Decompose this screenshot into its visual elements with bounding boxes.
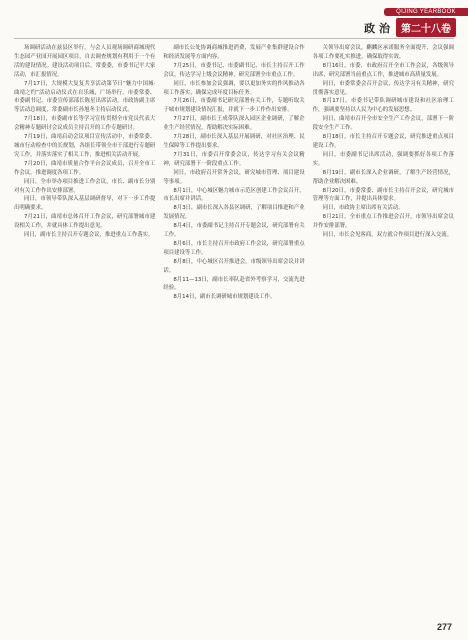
paragraph: 8月6日，市长主持召开市政府工作会议，研究部署重点项目建设等工作。 xyxy=(163,240,305,256)
column-right xyxy=(313,44,454,614)
paragraph: 8月18日，市长主持召开专题会议，研究推进重点项目建设工作。 xyxy=(312,134,454,149)
paragraph: 7月26日，市委副书记研究部署有关工作，专题听取关于城市规划建设情况汇报，并就下一步工作作出安排。 xyxy=(163,98,305,114)
paragraph: 副市长公处协调商城推进消费，发展产业集群建设合作和经济发展等方面内容。 xyxy=(163,45,305,60)
paragraph: 8月3日，副市长深入各县区调研，了解项目推进和产业发展情况。 xyxy=(163,205,305,221)
section-title: 政 治 xyxy=(364,21,390,35)
paragraph: 同日，市领导带队深入基层调研督导，对下一步工作提出明确要求。 xyxy=(14,196,156,212)
paragraph: 8月8日，中心城区召开推进会，市级领导出席会议并讲话。 xyxy=(163,258,305,274)
paragraph: 8月16日，市委、市政府召开全市工作会议，各级领导出席，研究部署当前重点工作，推进城市高质量发展。 xyxy=(312,62,454,78)
paragraph: 8月11—13日，副市长率队赴省外考察学习，交流先进经验。 xyxy=(163,276,305,292)
paragraph: 关领导出席会议，麒麟区承诺服务全面提升，会议强调各项工作要扎实推进，确保取得实效。 xyxy=(312,45,454,60)
paragraph: 同日，市长会见客商，双方就合作项目进行深入交流。 xyxy=(322,232,453,239)
paragraph: 7月25日，市委书记、市委副书记、市长主持召开工作会议，传达学习上级会议精神，研究部署全市重点工作。 xyxy=(163,62,305,78)
paragraph: 同日，全市举办项目推进工作会议，市长、副市长分别对有关工作作出安排部署。 xyxy=(14,178,156,194)
paragraph: 8月20日，市委常委、副市长主持召开会议，研究城市管理等方面工作，并提出具体要求。 xyxy=(312,187,454,203)
paragraph: 7月19日，曲靖启动会议项目宣传活动中，市委常委、城市行动检查中的长规划，各组长带领全市干部进行专题研究工作，并落实落实了相关工作，推进相关活动开展。 xyxy=(14,134,156,158)
paragraph: 7月18日，市委副市长等学习宣传贯彻全市党员代表大会精神专题研讨会议成员主持召开的工作专题研讨。 xyxy=(14,116,156,132)
page-number: 277 xyxy=(436,622,452,632)
paragraph: 同日，副市长主持召开专题会议，推进重点工作落实。 xyxy=(24,232,154,239)
paragraph: 同日，市委常委会召开会议，传达学习有关精神，研究贯彻落实意见。 xyxy=(312,80,454,96)
chapter-label: 第二十八卷 xyxy=(396,18,456,37)
paragraph: 8月4日，市委副书记主持召开专题会议，研究部署有关工作。 xyxy=(163,223,305,239)
paragraph: 8月19日，副市长深入企业调研，了解生产经营情况，帮助企业解决困难。 xyxy=(312,169,454,185)
header-divider xyxy=(14,38,454,39)
paragraph: 7月31日，市委召开常委会议，传达学习有关会议精神，研究部署下一阶段重点工作。 xyxy=(163,151,305,167)
paragraph: 同日，市政府召开常务会议，研究城市管理、项目建设等事项。 xyxy=(163,169,305,185)
paragraph: 同日，市委副书记出席活动，强调要抓好各项工作落实。 xyxy=(312,151,454,167)
paragraph: 7月17日，大规模大复复共享活动第节日“魅力中国城·曲靖之约”活动启动仪式在自乐城，广场举行。市委常委、市委副书记、市委宣传部部长陈星出席活动。市政协副主席等活动总调度，常委副市长孙旭冬主持启动仪式。 xyxy=(14,80,156,114)
paragraph: 7月21日，曲靖市总体召开工作会议，研究部署城市建设相关工作，并就具体工作提出意见。 xyxy=(14,214,156,230)
yearbook-tab-label: QIJING YEARBOOK xyxy=(396,9,456,15)
paragraph: 8月17日，市委书记带队调研城市建设和社区治理工作，强调要坚持以人民为中心的发展思想。 xyxy=(312,98,454,114)
paragraph: 同日，市长参加会议强调，要以更加务实的作风推动各项工作落实，确保完成年度目标任务。 xyxy=(163,80,305,96)
paragraph: 场调研活动在兹县区举行。与会人员观场调研商城现代生态园产业园开展园区项目，自去调查规划有利用于一个有活的建设情况。建设活动项目后，常委委，市委书记平大家活动，市汇报情况。 xyxy=(14,45,156,78)
column-middle xyxy=(163,44,304,614)
paragraph: 8月21日，全市重点工作推进会召开，市领导出席会议并作安排部署。 xyxy=(312,214,454,230)
paragraph: 8月14日，副市长调研城市规划建设工作。 xyxy=(173,294,276,301)
text-columns xyxy=(14,44,454,614)
paragraph: 同日，市政协主席出席有关活动。 xyxy=(322,205,404,212)
paragraph: 7月27日，副市长王成带队深入园区企业调研，了解企业生产经营情况，帮助解决实际困难。 xyxy=(163,116,305,132)
yearbook-tab xyxy=(384,8,468,16)
paragraph: 同日，曲靖市召开全市安全生产工作会议，部署下一阶段安全生产工作。 xyxy=(312,116,454,132)
paragraph: 8月1日，中心城区魅力城市示范区创建工作会议召开，市长出席并讲话。 xyxy=(163,187,305,203)
column-left xyxy=(14,44,155,614)
section-heading xyxy=(364,18,456,37)
paragraph: 7月20日，曲靖市质量合作平台会议成员，召开全市工作会议，推进调度各项工作。 xyxy=(14,160,156,176)
paragraph: 7月28日，副市长深入基层开展调研，对社区治理、民生保障等工作提出要求。 xyxy=(163,134,305,149)
